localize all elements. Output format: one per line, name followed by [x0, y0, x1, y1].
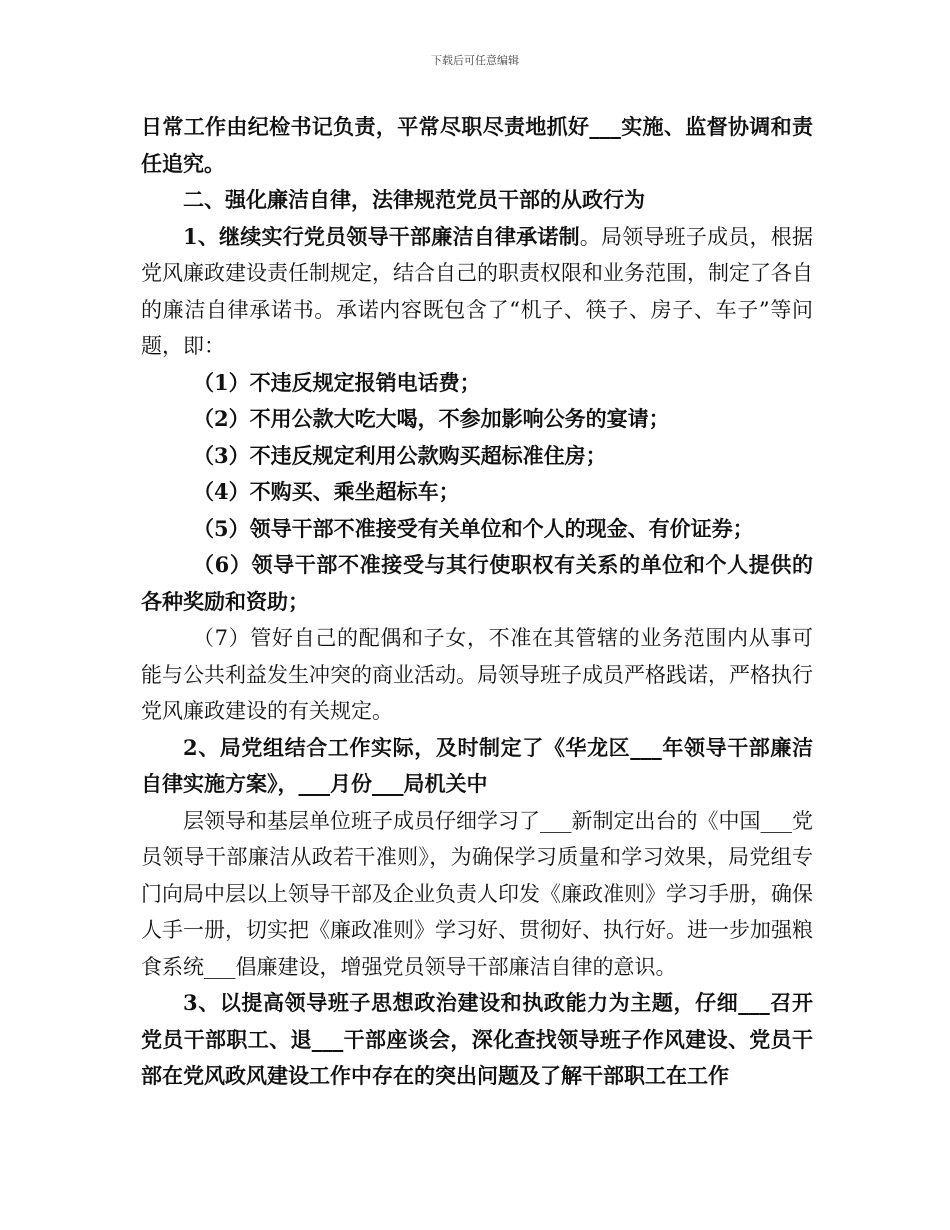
list-item-4: （4）不购买、乘坐超标车；	[193, 479, 460, 504]
commitment-body: 。局领导班子成员，根据党风廉政建设责任制规定，结合自己的职责权限和业务范围，制定了各自的廉洁自律承诺书。承诺内容既包含了“机子、筷子、房子、车子”等问题，即：	[141, 224, 813, 358]
paragraph-theme: 3、以提高领导班子思想政治建设和执政能力为主题，仔细___召开党员干部职工、退___干部座谈会，深化查找领导班子作风建设、党员干部在党风政风建设工作中存在的突出问题及了解干部职工在工作	[141, 990, 813, 1088]
paragraph-commitment	[141, 219, 813, 365]
list-item-1: （1）不违反规定报销电话费；	[193, 369, 481, 395]
paragraph-study: 层领导和基层单位班子成员仔细学习了___新制定出台的《中国___党员领导干部廉洁从政若干准则》，为确保学习质量和学习效果，局党组专门向局中层以上领导干部及企业负责人印发《廉政准则》学习手册，确保人手一册，切实把《廉政准则》学习好、贯彻好、执行好。进一步加强粮食系统___倡廉建设，增强党员领导干部廉洁自律的意识。	[141, 808, 813, 979]
document-body	[141, 109, 813, 1095]
paragraph-responsibility: 日常工作由纪检书记负责，平常尽职尽责地抓好___实施、监督协调和责任追究。	[141, 114, 813, 176]
list-item-2: （2）不用公款大吃大喝，不参加影响公务的宴请；	[193, 406, 670, 431]
list-item-3: （3）不违反规定利用公款购买超标准住房；	[193, 442, 607, 468]
commitment-lead: 1、继续实行党员领导干部廉洁自律承诺制	[183, 223, 580, 249]
list-item-6: （6）领导干部不准接受与其行使职权有关系的单位和个人提供的各种奖励和资助；	[141, 552, 813, 614]
list-item-5: （5）领导干部不准接受有关单位和个人的现金、有价证券；	[193, 515, 754, 541]
list-item-7: （7）管好自己的配偶和子女，不准在其管辖的业务范围内从事可能与公共利益发生冲突的商业活动。局领导班子成员严格践诺，严格执行党风廉政建设的有关规定。	[141, 626, 813, 723]
section-heading-2: 二、强化廉洁自律，法律规范党员干部的从政行为	[183, 187, 645, 212]
paragraph-implementation-plan: 2、局党组结合工作实际，及时制定了《华龙区___年领导干部廉洁自律实施方案》，___月份___局机关中	[141, 734, 813, 796]
page-header-note: 下载后可任意编辑	[431, 54, 519, 67]
